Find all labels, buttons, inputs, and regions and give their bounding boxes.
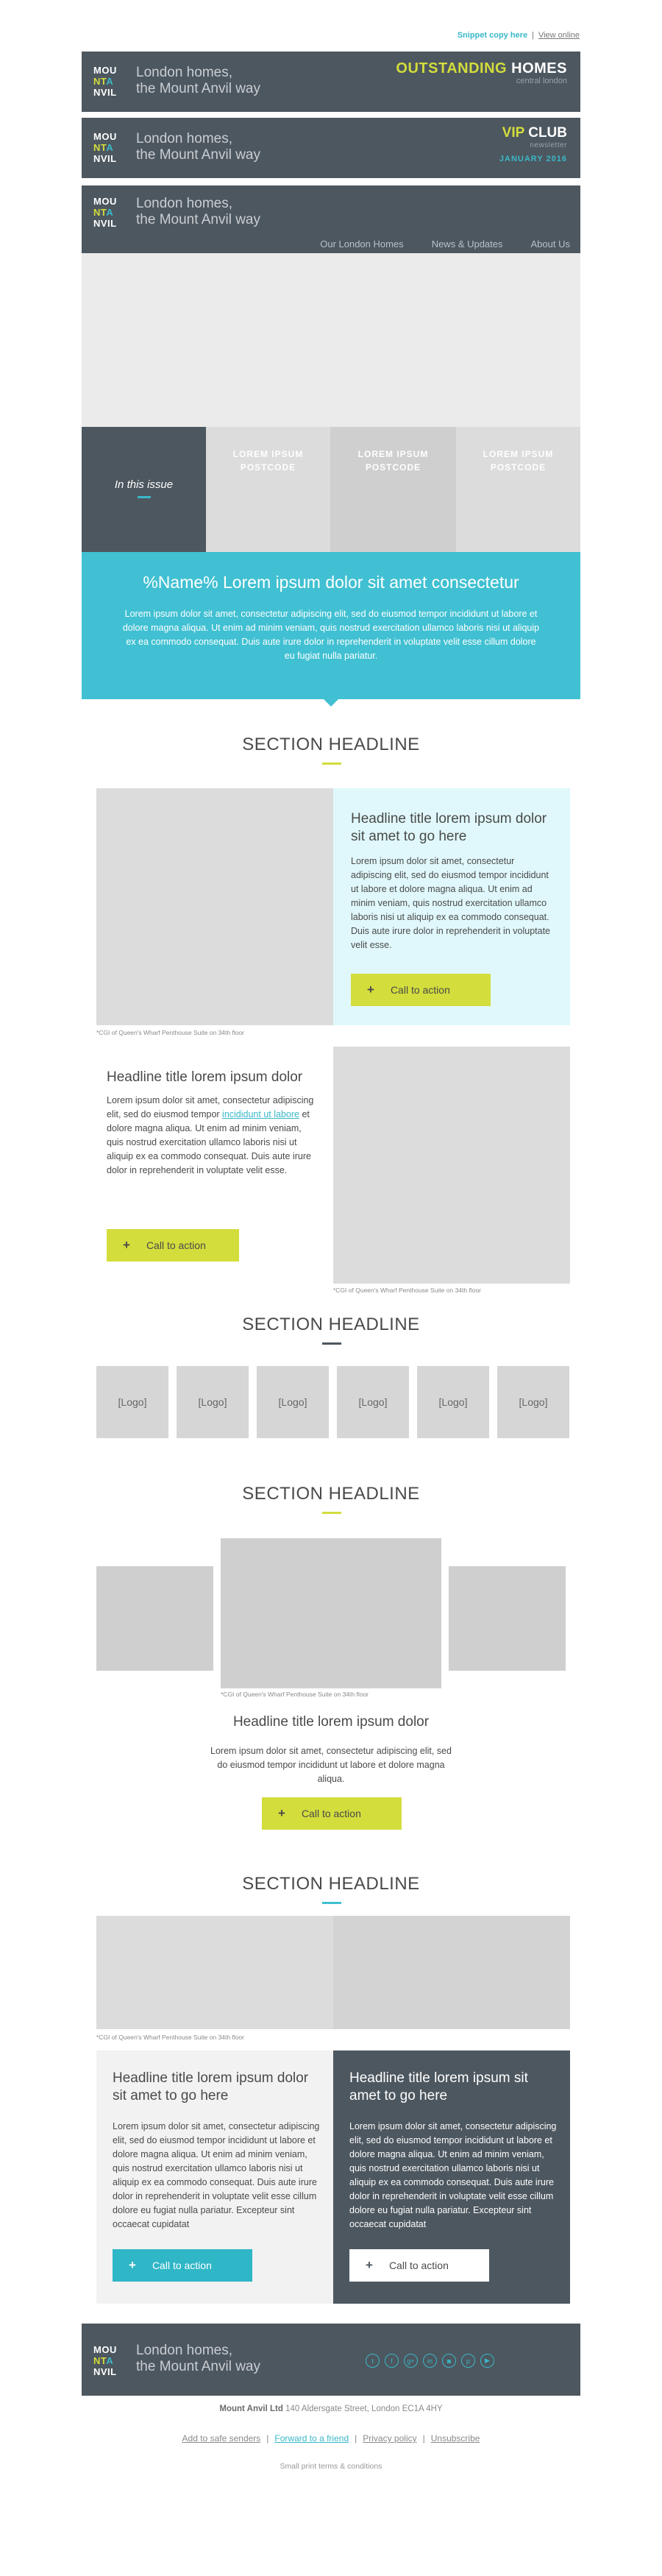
feature-title: Headline title lorem ipsum dolor	[232, 1714, 430, 1730]
feature-body: Lorem ipsum dolor sit amet, consectetur adipiscing elit, sed do eiusmod tempor incididunt ut labore et dolore magna aliqua. Ut enim ad minim veniam, quis nostrud exercitation ullamco laboris nisi ut aliquip ex ea commodo consequat. Duis aute irure dolor in reprehenderit in voluptate velit esse cillum dolore eu fugiat nulla pariatur. Excepteur sint occaecat cupidatat	[349, 2121, 557, 2229]
tagline: London homes, the Mount Anvil way	[136, 131, 260, 163]
property-image	[333, 1047, 570, 1284]
pinterest-icon[interactable]: p	[461, 2354, 475, 2368]
issue-postcode-label: LOREM IPSUM POSTCODE	[232, 449, 304, 473]
issue-postcode-cell[interactable]	[206, 427, 330, 552]
call-to-action-button[interactable]: + Call to action	[113, 2249, 252, 2282]
nav-about-us[interactable]: About Us	[530, 238, 570, 250]
privacy-policy-link[interactable]: Privacy policy	[363, 2433, 417, 2444]
intro-body: Lorem ipsum dolor sit amet, consectetur adipiscing elit, sed do eiusmod tempor incididunt ut labore et dolore magna aliqua. Ut enim ad minim veniam, quis nostrud exercitation ullamco laboris nisi ut aliquip ex ea commodo consequat. Duis aute irure dolor in reprehenderit in voluptate velit esse cillum dolore eu fugiat nulla pariatur.	[122, 609, 540, 661]
intro-banner	[82, 552, 580, 699]
plus-icon: +	[367, 983, 374, 997]
feature-title: Headline title lorem ipsum sit amet to go here	[349, 2070, 528, 2103]
partner-logo[interactable]: [Logo]	[96, 1366, 168, 1438]
feature-title: Headline title lorem ipsum dolor sit amet to go here	[113, 2070, 309, 2103]
inline-link[interactable]: incididunt ut labore	[222, 1109, 299, 1119]
feature-body: Lorem ipsum dolor sit amet, consectetur adipiscing elit, sed do eiusmod tempor incididunt ut labore et dolore magna aliqua. Ut enim ad minim veniam, quis nostrud exercitation ullamco laboris nisi ut aliquip ex ea commodo consequat. Duis aute irure dolor in reprehenderit in voluptate velit esse.	[107, 1095, 314, 1175]
partner-logo[interactable]: [Logo]	[337, 1366, 409, 1438]
partner-logo[interactable]: [Logo]	[257, 1366, 329, 1438]
tagline: London homes, the Mount Anvil way	[136, 2343, 260, 2374]
feature-text-block	[96, 1047, 333, 1284]
tagline: London homes, the Mount Anvil way	[136, 196, 260, 227]
carousel-image-next[interactable]	[449, 1566, 566, 1671]
plus-icon: +	[366, 2258, 373, 2272]
company-address: Mount Anvil Ltd 140 Aldersgate Street, London EC1A 4HY	[219, 2405, 443, 2413]
google-plus-icon[interactable]: g+	[404, 2354, 418, 2368]
unsubscribe-link[interactable]: Unsubscribe	[430, 2433, 480, 2444]
carousel-image-main[interactable]	[221, 1538, 441, 1688]
issue-postcode-label: LOREM IPSUM POSTCODE	[483, 449, 554, 473]
section-headline: SECTION HEADLINE	[242, 1314, 420, 1334]
header-nav	[82, 185, 580, 253]
call-to-action-button[interactable]: + Call to action	[107, 1229, 239, 1262]
mount-anvil-logo[interactable]: MOU NTA NVIL	[93, 131, 117, 164]
vip-club-title: VIP CLUB	[502, 125, 567, 141]
partner-logo[interactable]: [Logo]	[497, 1366, 569, 1438]
hero-image	[82, 253, 580, 427]
partner-logo[interactable]: [Logo]	[417, 1366, 489, 1438]
feature-title: Headline title lorem ipsum dolor	[107, 1069, 303, 1085]
issue-postcode-cell[interactable]	[456, 427, 580, 552]
feature-body: Lorem ipsum dolor sit amet, consectetur adipiscing elit, sed do eiusmod tempor incididunt ut labore et dolore magna aliqua. Ut enim ad minim veniam, quis nostrud exercitation ullamco laboris nisi ut aliquip ex ea commodo consequat. Duis aute irure dolor in reprehenderit in voluptate velit esse.	[351, 856, 550, 950]
vip-club-date: JANUARY 2016	[499, 155, 567, 163]
youtube-icon[interactable]: ▶	[480, 2354, 494, 2368]
nav-news-updates[interactable]: News & Updates	[431, 238, 503, 250]
image-caption: *CGI of Queen's Wharf Penthouse Suite on 34th floor	[221, 1691, 369, 1698]
header-vip-club	[82, 118, 580, 178]
banner-arrow	[324, 699, 338, 707]
mount-anvil-logo[interactable]: MOU NTA NVIL	[93, 196, 117, 229]
feature-title: Headline title lorem ipsum dolor sit amet to go here	[351, 811, 547, 844]
vip-club-subtitle: newsletter	[530, 141, 567, 149]
add-to-safe-senders-link[interactable]: Add to safe senders	[182, 2433, 261, 2444]
property-image	[333, 1916, 570, 2029]
image-caption: *CGI of Queen's Wharf Penthouse Suite on 34th floor	[96, 2034, 245, 2041]
property-image	[96, 788, 333, 1025]
in-this-issue-title: In this issue	[114, 478, 174, 491]
header-outstanding-homes	[82, 52, 580, 112]
footer-bar	[82, 2324, 580, 2396]
plus-icon: +	[278, 1806, 285, 1820]
outstanding-homes-title: OUTSTANDING HOMES	[396, 60, 567, 77]
main-nav	[292, 238, 570, 250]
footer-links: Add to safe senders | Forward to a friend | Privacy policy | Unsubscribe	[182, 2433, 480, 2444]
feature-body: Lorem ipsum dolor sit amet, consectetur adipiscing elit, sed do eiusmod tempor incididunt ut labore et dolore magna aliqua.	[210, 1746, 452, 1784]
plus-icon: +	[129, 2258, 136, 2272]
section-headline: SECTION HEADLINE	[242, 1874, 420, 1894]
in-this-issue-underline	[138, 496, 151, 498]
section-headline-underline	[322, 1342, 341, 1345]
call-to-action-button[interactable]: + Call to action	[351, 974, 491, 1006]
issue-postcode-cell[interactable]	[330, 427, 456, 552]
section-headline-underline	[322, 762, 341, 765]
top-links	[458, 31, 580, 40]
view-online-link[interactable]: View online	[538, 31, 580, 40]
section-headline: SECTION HEADLINE	[242, 1484, 420, 1504]
linkedin-icon[interactable]: in	[423, 2354, 437, 2368]
top-links-separator: |	[532, 31, 534, 40]
carousel-image-prev[interactable]	[96, 1566, 213, 1671]
in-this-issue-cell	[82, 427, 206, 552]
forward-to-friend-link[interactable]: Forward to a friend	[274, 2433, 349, 2444]
feature-panel-light	[96, 2050, 333, 2304]
feature-body: Lorem ipsum dolor sit amet, consectetur adipiscing elit, sed do eiusmod tempor incididunt ut labore et dolore magna aliqua. Ut enim ad minim veniam, quis nostrud exercitation ullamco laboris nisi ut aliquip ex ea commodo consequat. Duis aute irure dolor in reprehenderit in voluptate velit esse cillum dolore eu fugiat nulla pariatur. Excepteur sint occaecat cupidatat	[113, 2121, 320, 2229]
outstanding-homes-subtitle: central london	[516, 77, 567, 85]
section-headline-underline	[322, 1512, 341, 1514]
plus-icon: +	[123, 1238, 130, 1252]
in-this-issue-row	[82, 427, 580, 552]
call-to-action-button[interactable]: + Call to action	[349, 2249, 489, 2282]
property-image	[96, 1916, 333, 2029]
section-headline-underline	[322, 1902, 341, 1904]
issue-postcode-label: LOREM IPSUM POSTCODE	[357, 449, 429, 473]
section-headline: SECTION HEADLINE	[242, 735, 420, 754]
feature-panel	[333, 788, 570, 1025]
image-caption: *CGI of Queen's Wharf Penthouse Suite on 34th floor	[333, 1287, 482, 1294]
nav-our-london-homes[interactable]: Our London Homes	[320, 238, 404, 250]
facebook-icon[interactable]: f	[385, 2354, 399, 2368]
intro-title: %Name% Lorem ipsum dolor sit amet consectetur	[143, 573, 519, 592]
small-print[interactable]: Small print terms & conditions	[280, 2462, 382, 2471]
feature-panel-dark	[333, 2050, 570, 2304]
tagline: London homes, the Mount Anvil way	[136, 65, 260, 96]
snippet-link[interactable]: Snippet copy here	[457, 31, 528, 40]
mount-anvil-logo[interactable]: MOU NTA NVIL	[93, 2344, 117, 2377]
instagram-icon[interactable]: ◙	[442, 2354, 456, 2368]
image-caption: *CGI of Queen's Wharf Penthouse Suite on 34th floor	[96, 1029, 245, 1036]
call-to-action-button[interactable]: + Call to action	[262, 1797, 402, 1830]
partner-logo[interactable]: [Logo]	[177, 1366, 249, 1438]
mount-anvil-logo[interactable]: MOU NTA NVIL	[93, 65, 117, 98]
twitter-icon[interactable]: t	[366, 2354, 380, 2368]
